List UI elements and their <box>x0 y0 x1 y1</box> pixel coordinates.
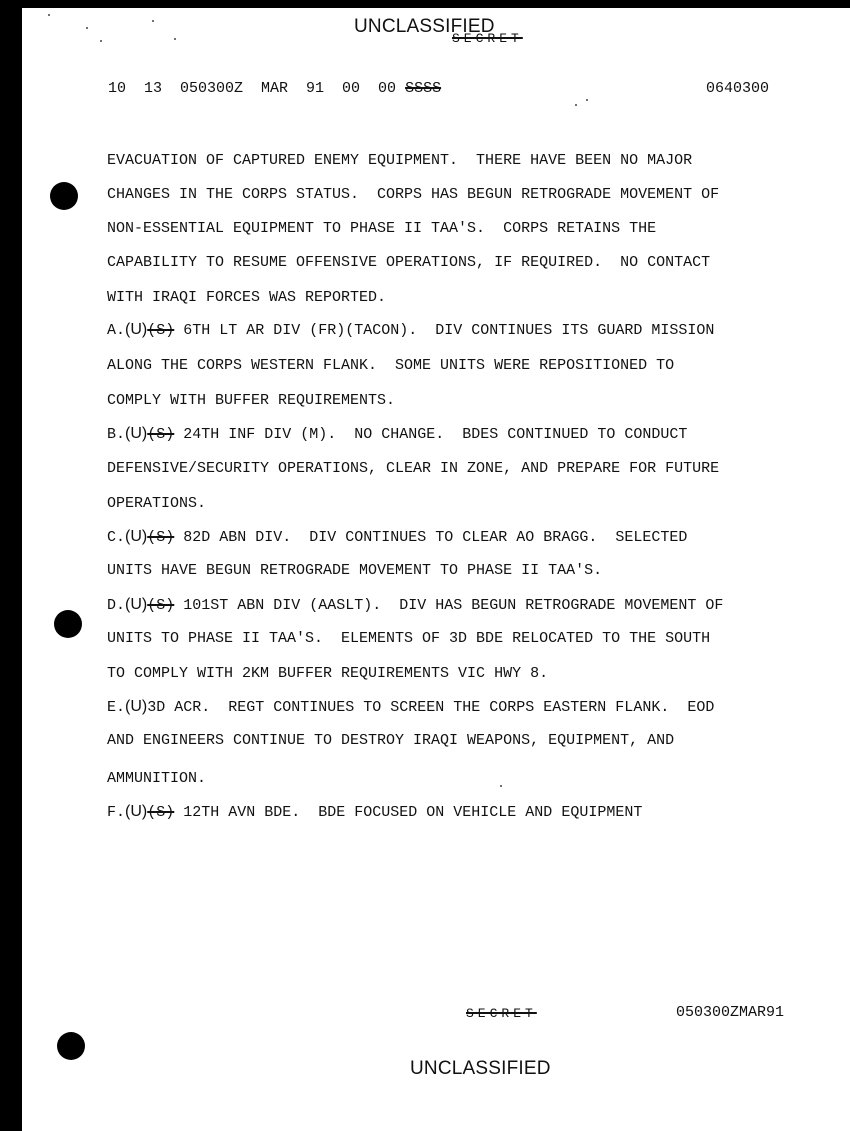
classification-bottom: UNCLASSIFIED <box>410 1058 551 1079</box>
classification-top-struck: SECRET <box>452 31 523 46</box>
paragraph-line: UNITS HAVE BEGUN RETROGRADE MOVEMENT TO PHASE II TAA'S. <box>107 562 603 579</box>
scan-left-edge <box>0 0 22 1131</box>
struck-marking: (S) <box>147 322 175 339</box>
paragraph-text: 6TH LT AR DIV (FR)(TACON). DIV CONTINUES ITS GUARD MISSION <box>174 322 715 339</box>
unclassified-marking: (U) <box>125 803 148 820</box>
paragraph-a-first-line <box>107 321 714 340</box>
scan-speck <box>575 104 577 106</box>
scan-top-edge <box>0 0 850 8</box>
paragraph-text: 101ST ABN DIV (AASLT). DIV HAS BEGUN RETROGRADE MOVEMENT OF <box>174 597 724 614</box>
struck-marking: (S) <box>147 597 175 614</box>
paragraph-label: B. <box>107 426 126 443</box>
struck-marking: (S) <box>147 804 175 821</box>
scan-speck <box>48 14 50 16</box>
paragraph-f-first-line <box>107 803 642 822</box>
intro-line: CAPABILITY TO RESUME OFFENSIVE OPERATIONS, IF REQUIRED. NO CONTACT <box>107 254 711 271</box>
unclassified-marking: (U) <box>125 698 148 715</box>
struck-marking: (S) <box>147 426 175 443</box>
paragraph-c-first-line <box>107 528 687 547</box>
scan-speck <box>86 27 88 29</box>
intro-line: WITH IRAQI FORCES WAS REPORTED. <box>107 289 387 306</box>
paragraph-text: 82D ABN DIV. DIV CONTINUES TO CLEAR AO BRAGG. SELECTED <box>174 529 688 546</box>
classification-top: UNCLASSIFIED <box>354 16 495 37</box>
paragraph-line: UNITS TO PHASE II TAA'S. ELEMENTS OF 3D BDE RELOCATED TO THE SOUTH <box>107 630 711 647</box>
scan-speck <box>500 785 502 787</box>
paragraph-e-first-line <box>107 698 714 717</box>
intro-line: CHANGES IN THE CORPS STATUS. CORPS HAS BEGUN RETROGRADE MOVEMENT OF <box>107 186 720 203</box>
paragraph-text: 24TH INF DIV (M). NO CHANGE. BDES CONTINUED TO CONDUCT <box>174 426 688 443</box>
intro-line: NON-ESSENTIAL EQUIPMENT TO PHASE II TAA'S. CORPS RETAINS THE <box>107 220 657 237</box>
paragraph-label: A. <box>107 322 126 339</box>
paragraph-line: DEFENSIVE/SECURITY OPERATIONS, CLEAR IN ZONE, AND PREPARE FOR FUTURE <box>107 460 720 477</box>
message-number: 0640300 <box>706 80 770 97</box>
classification-bottom-struck: SECRET <box>466 1006 537 1021</box>
paragraph-label: C. <box>107 529 126 546</box>
paragraph-line: AND ENGINEERS CONTINUE TO DESTROY IRAQI WEAPONS, EQUIPMENT, AND <box>107 732 675 749</box>
unclassified-marking: (U) <box>125 596 148 613</box>
unclassified-marking: (U) <box>125 528 148 545</box>
paragraph-label: D. <box>107 597 126 614</box>
paragraph-line: TO COMPLY WITH 2KM BUFFER REQUIREMENTS VIC HWY 8. <box>107 665 549 682</box>
routing-struck: SSSS <box>405 80 442 97</box>
footer-date-time-group: 050300ZMAR91 <box>676 1004 785 1021</box>
scan-speck <box>152 20 154 22</box>
paragraph-text: 3D ACR. REGT CONTINUES TO SCREEN THE CORPS EASTERN FLANK. EOD <box>147 699 715 716</box>
punch-hole-top <box>50 182 78 210</box>
unclassified-marking: (U) <box>125 321 148 338</box>
scan-speck <box>586 99 588 101</box>
punch-hole-middle <box>54 610 82 638</box>
struck-marking: (S) <box>147 529 175 546</box>
paragraph-label: E. <box>107 699 126 716</box>
paragraph-d-first-line <box>107 596 723 615</box>
paragraph-line: COMPLY WITH BUFFER REQUIREMENTS. <box>107 392 396 409</box>
routing-fields: 10 13 050300Z MAR 91 00 00 <box>108 80 406 97</box>
paragraph-b-first-line <box>107 425 687 444</box>
scan-speck <box>174 38 176 40</box>
paragraph-text: 12TH AVN BDE. BDE FOCUSED ON VEHICLE AND EQUIPMENT <box>174 804 643 821</box>
paragraph-line: OPERATIONS. <box>107 495 207 512</box>
paragraph-line: ALONG THE CORPS WESTERN FLANK. SOME UNITS WERE REPOSITIONED TO <box>107 357 675 374</box>
punch-hole-bottom <box>57 1032 85 1060</box>
intro-line: EVACUATION OF CAPTURED ENEMY EQUIPMENT. THERE HAVE BEEN NO MAJOR <box>107 152 693 169</box>
unclassified-marking: (U) <box>125 425 148 442</box>
paragraph-label: F. <box>107 804 126 821</box>
message-routing-line <box>108 80 441 97</box>
scan-speck <box>100 40 102 42</box>
paragraph-line: AMMUNITION. <box>107 770 207 787</box>
